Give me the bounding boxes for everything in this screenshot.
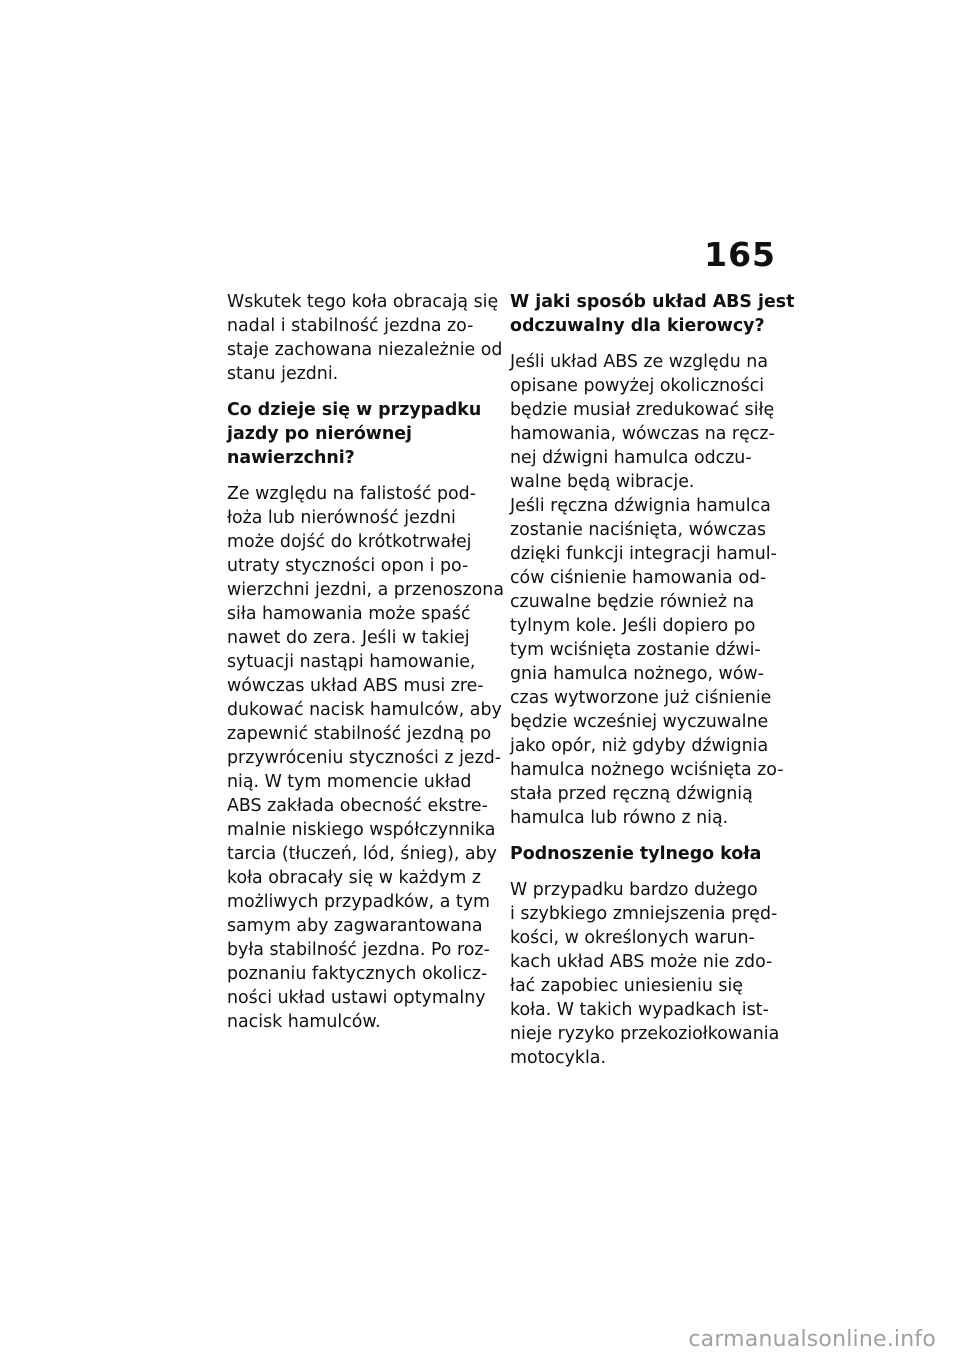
- text-line: hamulca nożnego wciśnięta zo-: [510, 760, 784, 780]
- text-line: nią. W tym momencie układ: [227, 772, 472, 792]
- text-line: wówczas układ ABS musi zre-: [227, 676, 484, 696]
- text-line: gnia hamulca nożnego, wów-: [510, 664, 764, 684]
- text-line: malnie niskiego współczynnika: [227, 820, 496, 840]
- text-line: siła hamowania może spaść: [227, 604, 471, 624]
- text-line: nej dźwigni hamulca odczu-: [510, 448, 752, 468]
- watermark: carmanualsonline.info: [688, 1327, 936, 1352]
- text-line: walne będą wibracje.: [510, 472, 695, 492]
- text-line: opisane powyżej okoliczności: [510, 376, 765, 396]
- text-line: kach układ ABS może nie zdo-: [510, 952, 773, 972]
- heading-line: nawierzchni?: [227, 448, 355, 468]
- heading-line: odczuwalny dla kierowcy?: [510, 316, 765, 336]
- heading-line: jazdy po nierównej: [227, 424, 412, 444]
- text-line: czas wytworzone już ciśnienie: [510, 688, 772, 708]
- text-line: poznaniu faktycznych okolicz-: [227, 964, 488, 984]
- section-heading: [227, 398, 495, 470]
- text-line: nawet do zera. Jeśli w takiej: [227, 628, 470, 648]
- text-line: stanu jezdni.: [227, 364, 339, 384]
- text-line: nacisk hamulców.: [227, 1012, 381, 1032]
- text-line: Jeśli układ ABS ze względu na: [510, 352, 768, 372]
- text-line: zostanie naciśnięta, wówczas: [510, 520, 767, 540]
- text-line: będzie musiał zredukować siłę: [510, 400, 775, 420]
- text-line: staje zachowana niezależnie od: [227, 340, 503, 360]
- text-line: hamulca lub równo z nią.: [510, 808, 729, 828]
- text-line: kości, w określonych warun-: [510, 928, 755, 948]
- body-paragraph: [227, 482, 504, 1034]
- body-paragraph: [510, 878, 778, 1070]
- text-line: czuwalne będzie również na: [510, 592, 755, 612]
- body-paragraph: [227, 290, 503, 386]
- text-line: nieje ryzyko przekoziołkowania: [510, 1024, 780, 1044]
- text-line: dzięki funkcji integracji hamul-: [510, 544, 777, 564]
- heading-line: Podnoszenie tylnego koła: [510, 844, 762, 864]
- text-line: tarcia (tłuczeń, lód, śnieg), aby: [227, 844, 497, 864]
- text-line: Ze względu na falistość pod-: [227, 484, 476, 504]
- heading-line: Co dzieje się w przypadku: [227, 400, 482, 420]
- text-line: stała przed ręczną dźwignią: [510, 784, 753, 804]
- text-line: sytuacji nastąpi hamowanie,: [227, 652, 476, 672]
- text-line: będzie wcześniej wyczuwalne: [510, 712, 769, 732]
- text-line: była stabilność jezdna. Po roz-: [227, 940, 490, 960]
- text-line: ców ciśnienie hamowania od-: [510, 568, 767, 588]
- text-line: możliwych przypadków, a tym: [227, 892, 490, 912]
- text-line: wierzchni jezdni, a przenoszona: [227, 580, 504, 600]
- text-line: ABS zakłada obecność ekstre-: [227, 796, 488, 816]
- page-number: 165: [704, 235, 776, 274]
- text-line: koła obracały się w każdym z: [227, 868, 482, 888]
- text-line: motocykla.: [510, 1048, 606, 1068]
- text-line: tylnym kole. Jeśli dopiero po: [510, 616, 756, 636]
- text-line: może dojść do krótkotrwałej: [227, 532, 472, 552]
- text-line: W przypadku bardzo dużego: [510, 880, 758, 900]
- text-line: ności układ ustawi optymalny: [227, 988, 486, 1008]
- heading-line: W jaki sposób układ ABS jest: [510, 292, 795, 312]
- text-line: utraty styczności opon i po-: [227, 556, 469, 576]
- left-column: [227, 290, 504, 1034]
- text-line: Wskutek tego koła obracają się: [227, 292, 499, 312]
- text-line: samym aby zagwarantowana: [227, 916, 483, 936]
- section-heading: [510, 842, 778, 866]
- text-line: łać zapobiec uniesieniu się: [510, 976, 743, 996]
- text-line: przywróceniu styczności z jezd-: [227, 748, 502, 768]
- text-line: hamowania, wówczas na ręcz-: [510, 424, 775, 444]
- text-line: zapewnić stabilność jezdną po: [227, 724, 492, 744]
- body-paragraph: [510, 350, 784, 830]
- text-line: jako opór, niż gdyby dźwignia: [510, 736, 769, 756]
- text-line: Jeśli ręczna dźwignia hamulca: [510, 496, 771, 516]
- text-line: tym wciśnięta zostanie dźwi-: [510, 640, 761, 660]
- text-line: koła. W takich wypadkach ist-: [510, 1000, 769, 1020]
- right-column: [510, 290, 795, 1070]
- text-line: i szybkiego zmniejszenia pręd-: [510, 904, 778, 924]
- text-line: nadal i stabilność jezdna zo-: [227, 316, 474, 336]
- text-line: łoża lub nierówność jezdni: [227, 508, 456, 528]
- section-heading: [510, 290, 795, 338]
- text-line: dukować nacisk hamulców, aby: [227, 700, 502, 720]
